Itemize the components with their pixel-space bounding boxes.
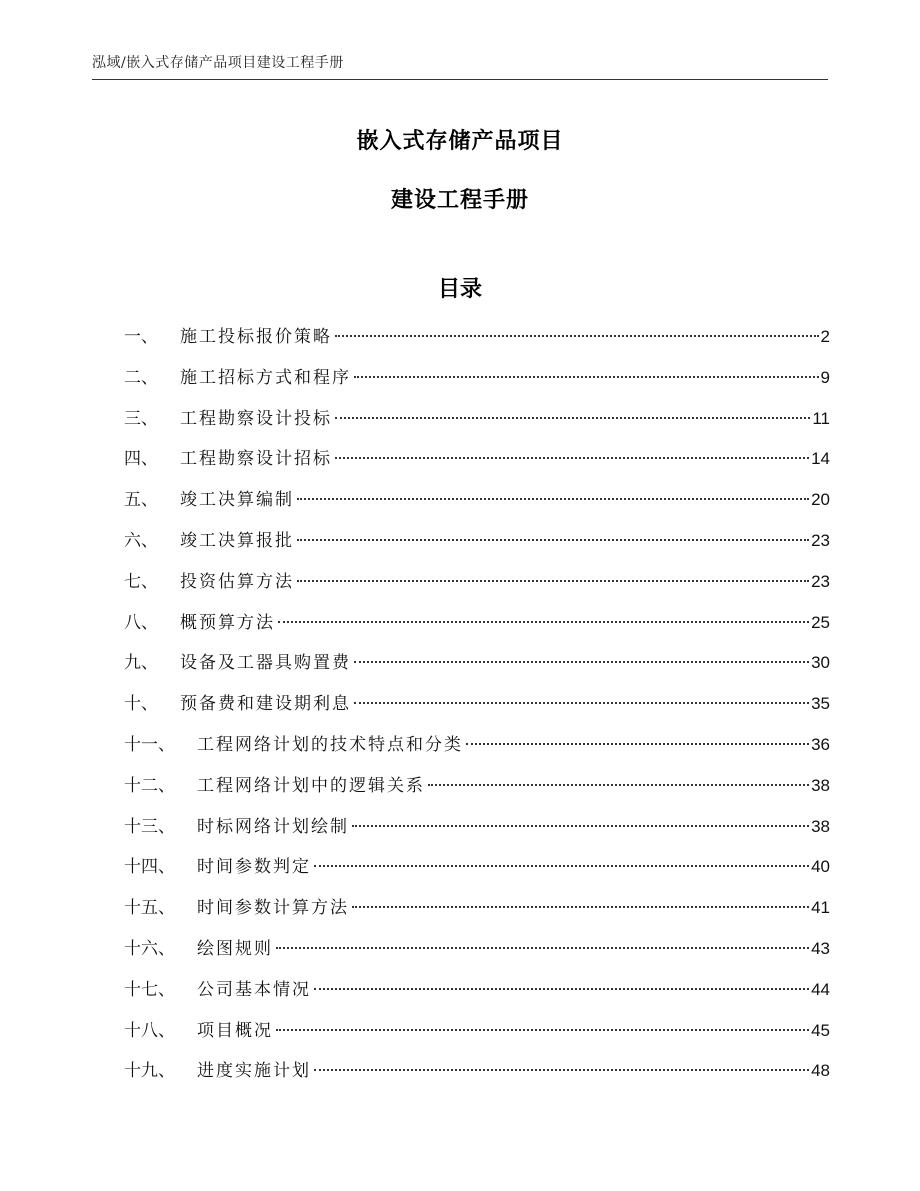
toc-entry[interactable] [124, 527, 830, 568]
table-of-contents [124, 323, 830, 1098]
toc-entry-title: 概预算方法 [180, 612, 275, 633]
toc-entry-number: 十、 [124, 694, 158, 715]
toc-entry[interactable] [124, 853, 830, 894]
toc-entry-title: 时间参数计算方法 [197, 898, 349, 919]
toc-entry-page-number: 40 [811, 857, 830, 877]
toc-entry[interactable] [124, 405, 830, 446]
toc-entry-number: 一、 [124, 327, 158, 347]
toc-entry-title: 进度实施计划 [197, 1061, 311, 1082]
toc-entry-page-number: 35 [811, 694, 830, 714]
toc-dot-leader [352, 825, 809, 827]
toc-entry-title: 预备费和建设期利息 [180, 694, 351, 715]
toc-entry-title: 投资估算方法 [180, 571, 294, 592]
toc-entry-number: 十二、 [124, 775, 175, 796]
toc-entry-number: 十八、 [124, 1020, 175, 1041]
toc-dot-leader [278, 621, 809, 623]
toc-entry-title: 时间参数判定 [197, 857, 311, 878]
toc-entry-page-number: 11 [812, 408, 830, 428]
toc-entry-page-number: 44 [811, 979, 830, 999]
toc-entry-page-number: 25 [811, 612, 830, 632]
toc-dot-leader [297, 580, 809, 582]
toc-entry-title: 绘图规则 [197, 938, 273, 959]
toc-entry[interactable] [124, 935, 830, 976]
toc-dot-leader [466, 743, 809, 745]
toc-entry[interactable] [124, 445, 830, 486]
toc-heading: 目录 [437, 277, 482, 302]
toc-dot-leader [335, 457, 809, 459]
toc-entry-title: 施工投标报价策略 [180, 327, 332, 347]
toc-entry-title: 工程网络计划中的逻辑关系 [197, 775, 425, 796]
toc-entry-title: 时标网络计划绘制 [197, 816, 349, 837]
document-title-line-1: 嵌入式存储产品项目 [356, 129, 564, 154]
toc-entry-page-number: 9 [820, 367, 830, 387]
toc-entry-title: 设备及工器具购置费 [180, 653, 351, 674]
toc-dot-leader [354, 702, 809, 704]
toc-entry-title: 工程勘察设计投标 [180, 408, 332, 429]
toc-entry[interactable] [124, 609, 830, 650]
toc-entry[interactable] [124, 690, 830, 731]
toc-entry[interactable] [124, 568, 830, 609]
toc-entry-page-number: 38 [811, 775, 830, 795]
toc-entry-number: 三、 [124, 408, 158, 429]
toc-entry[interactable] [124, 731, 830, 772]
toc-entry-number: 五、 [124, 490, 158, 511]
toc-dot-leader [314, 865, 809, 867]
toc-entry-page-number: 36 [811, 734, 830, 754]
toc-dot-leader [354, 376, 819, 378]
toc-entry-page-number: 38 [811, 816, 830, 836]
toc-dot-leader [314, 1069, 809, 1071]
toc-entry[interactable] [124, 1017, 830, 1058]
toc-entry[interactable] [124, 772, 830, 813]
toc-entry-page-number: 14 [811, 449, 830, 469]
toc-entry-page-number: 23 [811, 530, 830, 550]
toc-entry[interactable] [124, 894, 830, 935]
toc-dot-leader [314, 988, 809, 990]
toc-entry-page-number: 43 [811, 938, 830, 958]
toc-entry-page-number: 45 [811, 1020, 830, 1040]
toc-dot-leader [354, 661, 809, 663]
toc-entry[interactable] [124, 649, 830, 690]
toc-entry-page-number: 48 [811, 1061, 830, 1081]
toc-dot-leader [276, 1029, 809, 1031]
toc-entry-number: 九、 [124, 653, 158, 674]
toc-dot-leader [335, 335, 819, 337]
toc-entry-page-number: 30 [811, 653, 830, 673]
toc-entry-page-number: 20 [811, 490, 830, 510]
toc-dot-leader [335, 417, 810, 419]
header-divider [92, 79, 828, 80]
toc-entry-number: 十五、 [124, 898, 175, 919]
toc-dot-leader [428, 784, 809, 786]
toc-entry-page-number: 23 [811, 571, 830, 591]
toc-entry-page-number: 41 [811, 898, 830, 918]
toc-entry[interactable] [124, 364, 830, 405]
toc-dot-leader [297, 539, 809, 541]
toc-entry-number: 七、 [124, 571, 158, 592]
toc-entry-number: 十七、 [124, 979, 175, 1000]
toc-entry-title: 公司基本情况 [197, 979, 311, 1000]
toc-entry-title: 工程网络计划的技术特点和分类 [197, 734, 463, 755]
toc-entry-title: 施工招标方式和程序 [180, 367, 351, 388]
toc-entry-number: 十六、 [124, 938, 175, 959]
toc-entry-title: 竣工决算报批 [180, 530, 294, 551]
toc-dot-leader [352, 906, 809, 908]
toc-entry-number: 十三、 [124, 816, 175, 837]
toc-entry-title: 工程勘察设计招标 [180, 449, 332, 470]
toc-entry-number: 二、 [124, 367, 158, 388]
document-title-line-2: 建设工程手册 [390, 188, 529, 213]
toc-entry-title: 竣工决算编制 [180, 490, 294, 511]
toc-entry-title: 项目概况 [197, 1020, 273, 1041]
toc-entry[interactable] [124, 813, 830, 854]
toc-entry-page-number: 2 [820, 327, 830, 346]
toc-entry-number: 六、 [124, 530, 158, 551]
toc-dot-leader [297, 498, 809, 500]
toc-entry[interactable] [124, 1057, 830, 1098]
toc-entry[interactable] [124, 486, 830, 527]
toc-entry-number: 十一、 [124, 734, 175, 755]
toc-entry[interactable] [124, 976, 830, 1017]
running-header: 泓域/嵌入式存储产品项目建设工程手册 [92, 55, 344, 71]
toc-entry-number: 十九、 [124, 1061, 175, 1082]
toc-dot-leader [276, 947, 809, 949]
toc-entry-number: 四、 [124, 449, 158, 470]
toc-entry[interactable] [124, 323, 830, 364]
toc-entry-number: 十四、 [124, 857, 175, 878]
toc-entry-number: 八、 [124, 612, 158, 633]
